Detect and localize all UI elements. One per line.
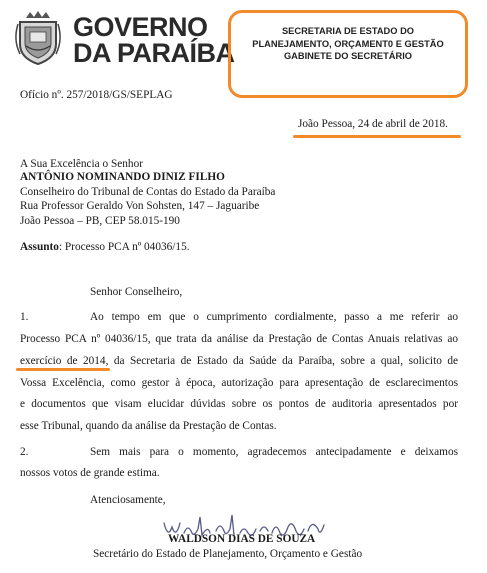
paragraph-1-line-4: Vossa Excelência, como gestor à época, autorização para apresentação de esclarecimentos: [20, 377, 458, 389]
recipient-salutation: A Sua Excelência o Senhor: [20, 158, 143, 170]
date-highlight-underline: [293, 135, 461, 138]
paragraph-2-line-1: Sem mais para o momento, agradecemos antecipadamente e deixamos: [90, 446, 458, 458]
recipient-name: ANTÔNIO NOMINANDO DINIZ FILHO: [20, 171, 225, 183]
greeting: Senhor Conselheiro,: [90, 286, 183, 298]
paragraph-1-line-2: Processo PCA nº 04036/15, que trata da análise da Prestação de Contas Anuais relativas ao: [20, 333, 458, 345]
government-logo-wordmark: [73, 14, 235, 66]
secretariat-line-2: PLANEJAMENTO, ORÇAMENT0 E GESTÃO: [252, 38, 444, 49]
subject-line: [20, 241, 190, 253]
signer-title: Secretário do Estado de Planejamento, Orçamento e Gestão: [93, 548, 363, 560]
subject-value: : Processo PCA nº 04036/15.: [58, 241, 190, 253]
letter-date: João Pessoa, 24 de abril de 2018.: [298, 118, 448, 130]
logo-line-2: DA PARAÍBA: [73, 38, 235, 68]
secretariat-line-1: SECRETARIA DE ESTADO DO: [281, 26, 415, 36]
recipient-street: Rua Professor Geraldo Von Sohsten, 147 – Jaguaribe: [20, 200, 260, 212]
paragraph-1-line-6: esse Tribunal, quando da análise da Prestação de Contas.: [20, 420, 277, 432]
exercise-year-highlight-underline: [16, 368, 110, 371]
recipient-city: João Pessoa – PB, CEP 58.015-190: [20, 215, 180, 227]
secretariat-line-3: GABINETE DO SECRETÁRIO: [283, 51, 413, 61]
logo-line-1: GOVERNO: [73, 12, 208, 42]
closing: Atenciosamente,: [90, 494, 166, 506]
paragraph-2-number: 2.: [20, 446, 29, 458]
paragraph-1-line-5: e documentos que visam elucidar dúvidas sobre os pontos de auditoria apresentados por: [20, 398, 458, 410]
subject-label: Assunto: [20, 241, 59, 253]
paragraph-1-line-1: Ao tempo em que o cumprimento cordialmente, passo a me referir ao: [90, 311, 458, 323]
secretariat-header-box: [228, 10, 468, 98]
paragraph-1-number: 1.: [20, 311, 29, 323]
paragraph-2-line-2: nossos votos de grande estima.: [20, 467, 160, 479]
paragraph-1-line-3: exercício de 2014, da Secretaria de Estado da Saúde da Paraíba, sobre a qual, solicito de: [20, 355, 458, 367]
recipient-title: Conselheiro do Tribunal de Contas do Estado da Paraíba: [20, 186, 276, 198]
paraiba-coat-of-arms-logo: [12, 10, 64, 66]
office-number: Ofício nº. 257/2018/GS/SEPLAG: [20, 89, 173, 101]
signer-name: WALDSON DIAS DE SOUZA: [168, 533, 316, 545]
